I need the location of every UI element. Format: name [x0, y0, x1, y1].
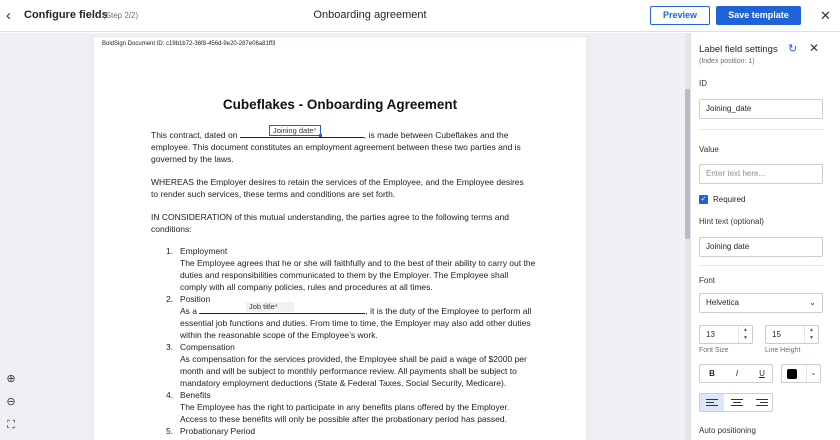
line-height-value: 15	[772, 330, 781, 339]
document-page[interactable]	[94, 37, 586, 440]
zoom-in-icon[interactable]: ⊕	[6, 373, 16, 385]
joining-date-field[interactable]	[269, 125, 321, 136]
italic-button[interactable]: I	[735, 369, 739, 378]
close-icon[interactable]: ✕	[820, 8, 831, 23]
preview-button[interactable]: Preview	[650, 6, 710, 25]
text-align-group	[699, 393, 773, 412]
zoom-out-icon[interactable]: ⊖	[6, 396, 16, 408]
line-height-stepper[interactable]	[765, 325, 819, 344]
document-id: BoldSign Document ID: c19b1b72-36f8-456d-9e20-287e06a81ff3	[102, 41, 276, 47]
list-number: 2.	[166, 294, 174, 304]
document-canvas[interactable]	[0, 33, 690, 440]
list-number: 4.	[166, 390, 174, 400]
font-size-stepper[interactable]	[699, 325, 753, 344]
required-marker: *	[313, 126, 317, 135]
text-format-group	[699, 364, 773, 383]
intro-paragraph	[151, 129, 529, 165]
fit-to-page-icon[interactable]: ⛶	[7, 419, 15, 431]
list-item	[166, 341, 536, 389]
refresh-icon[interactable]: ↻	[788, 43, 798, 55]
color-swatch	[787, 369, 797, 379]
save-template-button[interactable]: Save template	[716, 6, 801, 25]
job-title-field-label: Job title	[249, 302, 275, 311]
list-item	[166, 389, 536, 425]
top-bar	[0, 0, 840, 32]
divider	[699, 265, 823, 266]
back-arrow-icon[interactable]: ‹	[6, 7, 11, 24]
align-center-icon[interactable]	[725, 394, 749, 411]
auto-positioning-label: Auto positioning	[699, 426, 756, 435]
step-indicator: (Step 2/2)	[103, 11, 139, 20]
document-heading: Cubeflakes - Onboarding Agreement	[222, 97, 458, 112]
underline-button[interactable]: U	[759, 369, 765, 378]
font-select-value: Helvetica	[706, 298, 739, 307]
align-left-icon[interactable]	[700, 394, 724, 411]
id-input[interactable]: Joining_date	[699, 99, 823, 119]
document-title: Onboarding agreement	[313, 9, 427, 21]
chevron-down-icon: ⌄	[806, 365, 820, 382]
item-title: Compensation	[180, 342, 235, 352]
item-title: Benefits	[180, 390, 211, 400]
list-item	[166, 425, 536, 437]
intro-text-c: employee. This document constitutes an employment agreement between these two parties and is governed by the laws.	[151, 142, 521, 164]
zoom-toolbar	[4, 372, 18, 440]
required-marker: *	[274, 302, 278, 311]
position-text-a: As a	[180, 306, 198, 316]
font-select[interactable]	[699, 293, 823, 313]
line-height-label: Line Height	[765, 347, 801, 354]
value-label: Value	[699, 145, 719, 154]
align-right-icon[interactable]	[750, 394, 774, 411]
hint-text-label: Hint text (optional)	[699, 217, 764, 226]
text-color-picker[interactable]	[781, 364, 821, 383]
list-item	[166, 245, 536, 293]
terms-list	[166, 245, 536, 437]
joining-date-field-label: Joining date	[273, 126, 314, 135]
list-item	[166, 293, 536, 341]
list-number: 5.	[166, 426, 174, 436]
item-body: The Employee has the right to participate in any benefits plans offered by the Employer. Access to these benefits will only be possible after the probationary period has passed.	[180, 402, 510, 424]
close-panel-icon[interactable]: ✕	[809, 41, 820, 55]
chevron-down-icon: ⌄	[809, 298, 816, 307]
font-size-value: 13	[706, 330, 715, 339]
item-title: Employment	[180, 246, 228, 256]
required-checkbox[interactable]: ✓	[700, 196, 707, 203]
list-number: 3.	[166, 342, 174, 352]
stepper-arrows-icon[interactable]: ▲ ▼	[738, 326, 752, 343]
bold-button[interactable]: B	[709, 369, 715, 378]
divider	[699, 129, 823, 130]
id-label: ID	[699, 79, 707, 88]
resize-handle[interactable]	[319, 134, 322, 137]
job-title-field[interactable]	[246, 302, 294, 312]
font-label: Font	[699, 276, 716, 285]
intro-text-a: This contract, dated on	[151, 130, 238, 140]
value-input[interactable]: Enter text here...	[699, 164, 823, 184]
item-body	[180, 305, 536, 341]
list-number: 1.	[166, 246, 174, 256]
item-body: The Employee agrees that he or she will faithfully and to the best of their ability to carry out the duties and responsibilities communicated to them by the Employer. The Employee shall comply with all company policies, rules and procedures at all times.	[180, 258, 536, 292]
item-title: Position	[180, 294, 211, 304]
font-size-label: Font Size	[699, 347, 729, 354]
hint-text-input[interactable]: Joining date	[699, 237, 823, 257]
required-label: Required	[713, 195, 746, 204]
item-body: As compensation for the services provided, the Employee shall be paid a wage of $2000 per month and will be subject to monthly performance review. All payments shall be subject to mandatory employment deductions (State & Federal Taxes, Social Security, Medicare).	[180, 354, 527, 388]
panel-subtitle: (Index position: 1)	[699, 58, 755, 65]
position-text-b: , it is the duty of the Employee to perform all essential job functions and duties. From time to time, the Employer may also add other duties within the reasonable scope of the Employee’s work.	[180, 306, 532, 340]
whereas-paragraph: WHEREAS the Employer desires to retain the services of the Employee, and the Employee desires to render such services, these terms and conditions are set forth.	[151, 177, 524, 199]
intro-text-b: , is made between Cubeflakes and the	[363, 130, 509, 140]
stepper-arrows-icon[interactable]: ▲ ▼	[804, 326, 818, 343]
panel-title: Label field settings	[699, 44, 778, 55]
field-settings-panel	[690, 33, 840, 440]
consideration-paragraph: IN CONSIDERATION of this mutual understanding, the parties agree to the following terms and conditions:	[151, 212, 509, 234]
page-title: Configure fields	[24, 9, 108, 21]
item-title: Probationary Period	[180, 426, 256, 436]
